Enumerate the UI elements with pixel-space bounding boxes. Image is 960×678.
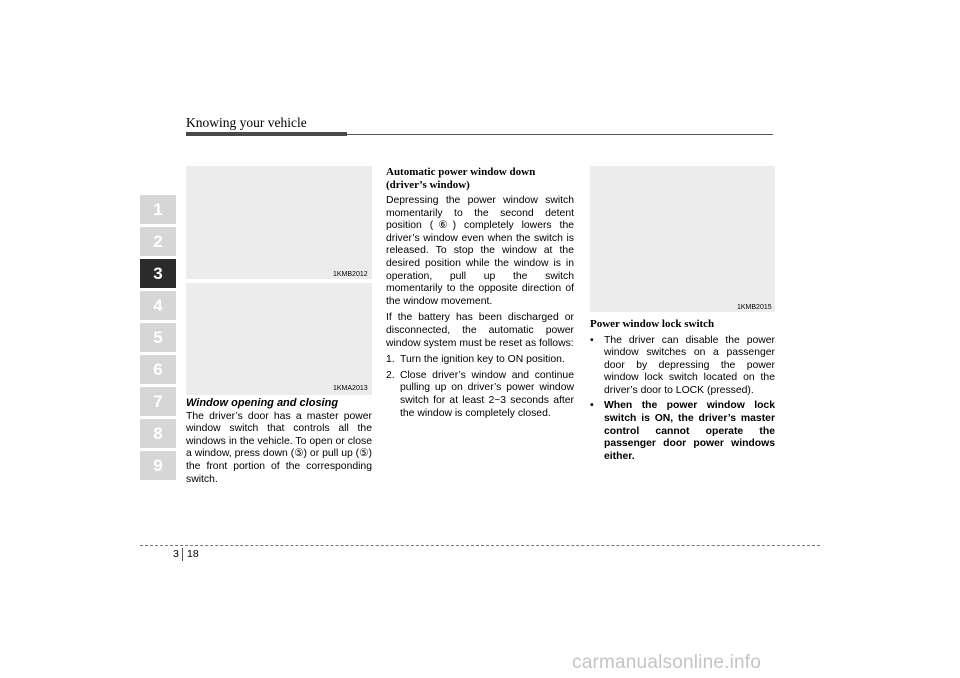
figure-2-image <box>186 283 372 395</box>
list-item-text: Close driver’s window and continue pulling up on driver’s power window switch for at least 2~3 seconds after the window is completely closed. <box>400 369 574 419</box>
column-2 <box>386 166 574 423</box>
figure-1-label: 1KMB2012 <box>333 271 368 278</box>
section-heading-window-opening: Window opening and closing <box>186 397 339 409</box>
list-item-number: 2. <box>386 369 395 381</box>
column-1 <box>186 397 372 490</box>
list-item-text: When the power window lock switch is ON, the driver’s master control cannot operate the passenger door power windows either. <box>604 400 775 462</box>
chapter-tab-1[interactable]: 1 <box>140 195 176 224</box>
chapter-tab-3[interactable]: 3 <box>140 259 176 288</box>
bullet-icon: • <box>590 334 594 346</box>
figure-2-label: 1KMA2013 <box>333 385 368 392</box>
header-bar-thin <box>347 134 773 135</box>
section-heading-auto-window-down: Automatic power window down (driver’s window) <box>386 166 536 191</box>
chapter-tab-4[interactable]: 4 <box>140 291 176 320</box>
list-item-text: The driver can disable the power window switches on a passenger door by depressing the power window lock switch located on the driver’s door to LOCK (pressed). <box>604 334 775 396</box>
list-item <box>590 335 775 398</box>
paragraph-battery-reset: If the battery has been discharged or disconnected, the automatic power window system must be reset as follows: <box>386 312 574 349</box>
chapter-tab-5[interactable]: 5 <box>140 323 176 352</box>
chapter-tab-6[interactable]: 6 <box>140 355 176 384</box>
footer-page-number: 18 <box>187 548 199 560</box>
bullet-icon: • <box>590 400 594 412</box>
header-bar-thick <box>186 132 347 136</box>
footer-separator <box>182 548 183 561</box>
paragraph-auto-window-down: Depressing the power window switch momentarily to the second detent position (⑥) completely lowers the driver’s window even when the switch is released. To stop the window at the desired position while the window is in operation, pull up the switch momentarily to the opposite direction of the window movement. <box>386 195 574 307</box>
list-item <box>590 400 775 463</box>
paragraph-window-opening: The driver’s door has a master power window switch that controls all the windows in the vehicle. To open or close a window, press down (⑤) or pull up (⑤) the front portion of the corresponding switch. <box>186 410 372 485</box>
chapter-tabs <box>140 195 176 483</box>
chapter-tab-2[interactable]: 2 <box>140 227 176 256</box>
figure-3-image <box>590 166 775 312</box>
chapter-tab-9[interactable]: 9 <box>140 451 176 480</box>
list-item-number: 1. <box>386 354 395 366</box>
figure-3-label: 1KMB2015 <box>737 304 772 311</box>
section-heading-power-window-lock: Power window lock switch <box>590 318 715 330</box>
chapter-tab-7[interactable]: 7 <box>140 387 176 416</box>
list-item-text: Turn the ignition key to ON position. <box>400 354 565 366</box>
watermark: carmanualsonline.info <box>572 652 762 673</box>
figure-1-image <box>186 166 372 279</box>
list-item <box>386 370 574 420</box>
footer-rule <box>140 545 820 546</box>
chapter-tab-8[interactable]: 8 <box>140 419 176 448</box>
header-title: Knowing your vehicle <box>186 115 307 130</box>
column-3 <box>590 318 775 466</box>
list-item <box>386 354 574 367</box>
footer-chapter-number: 3 <box>173 548 179 560</box>
